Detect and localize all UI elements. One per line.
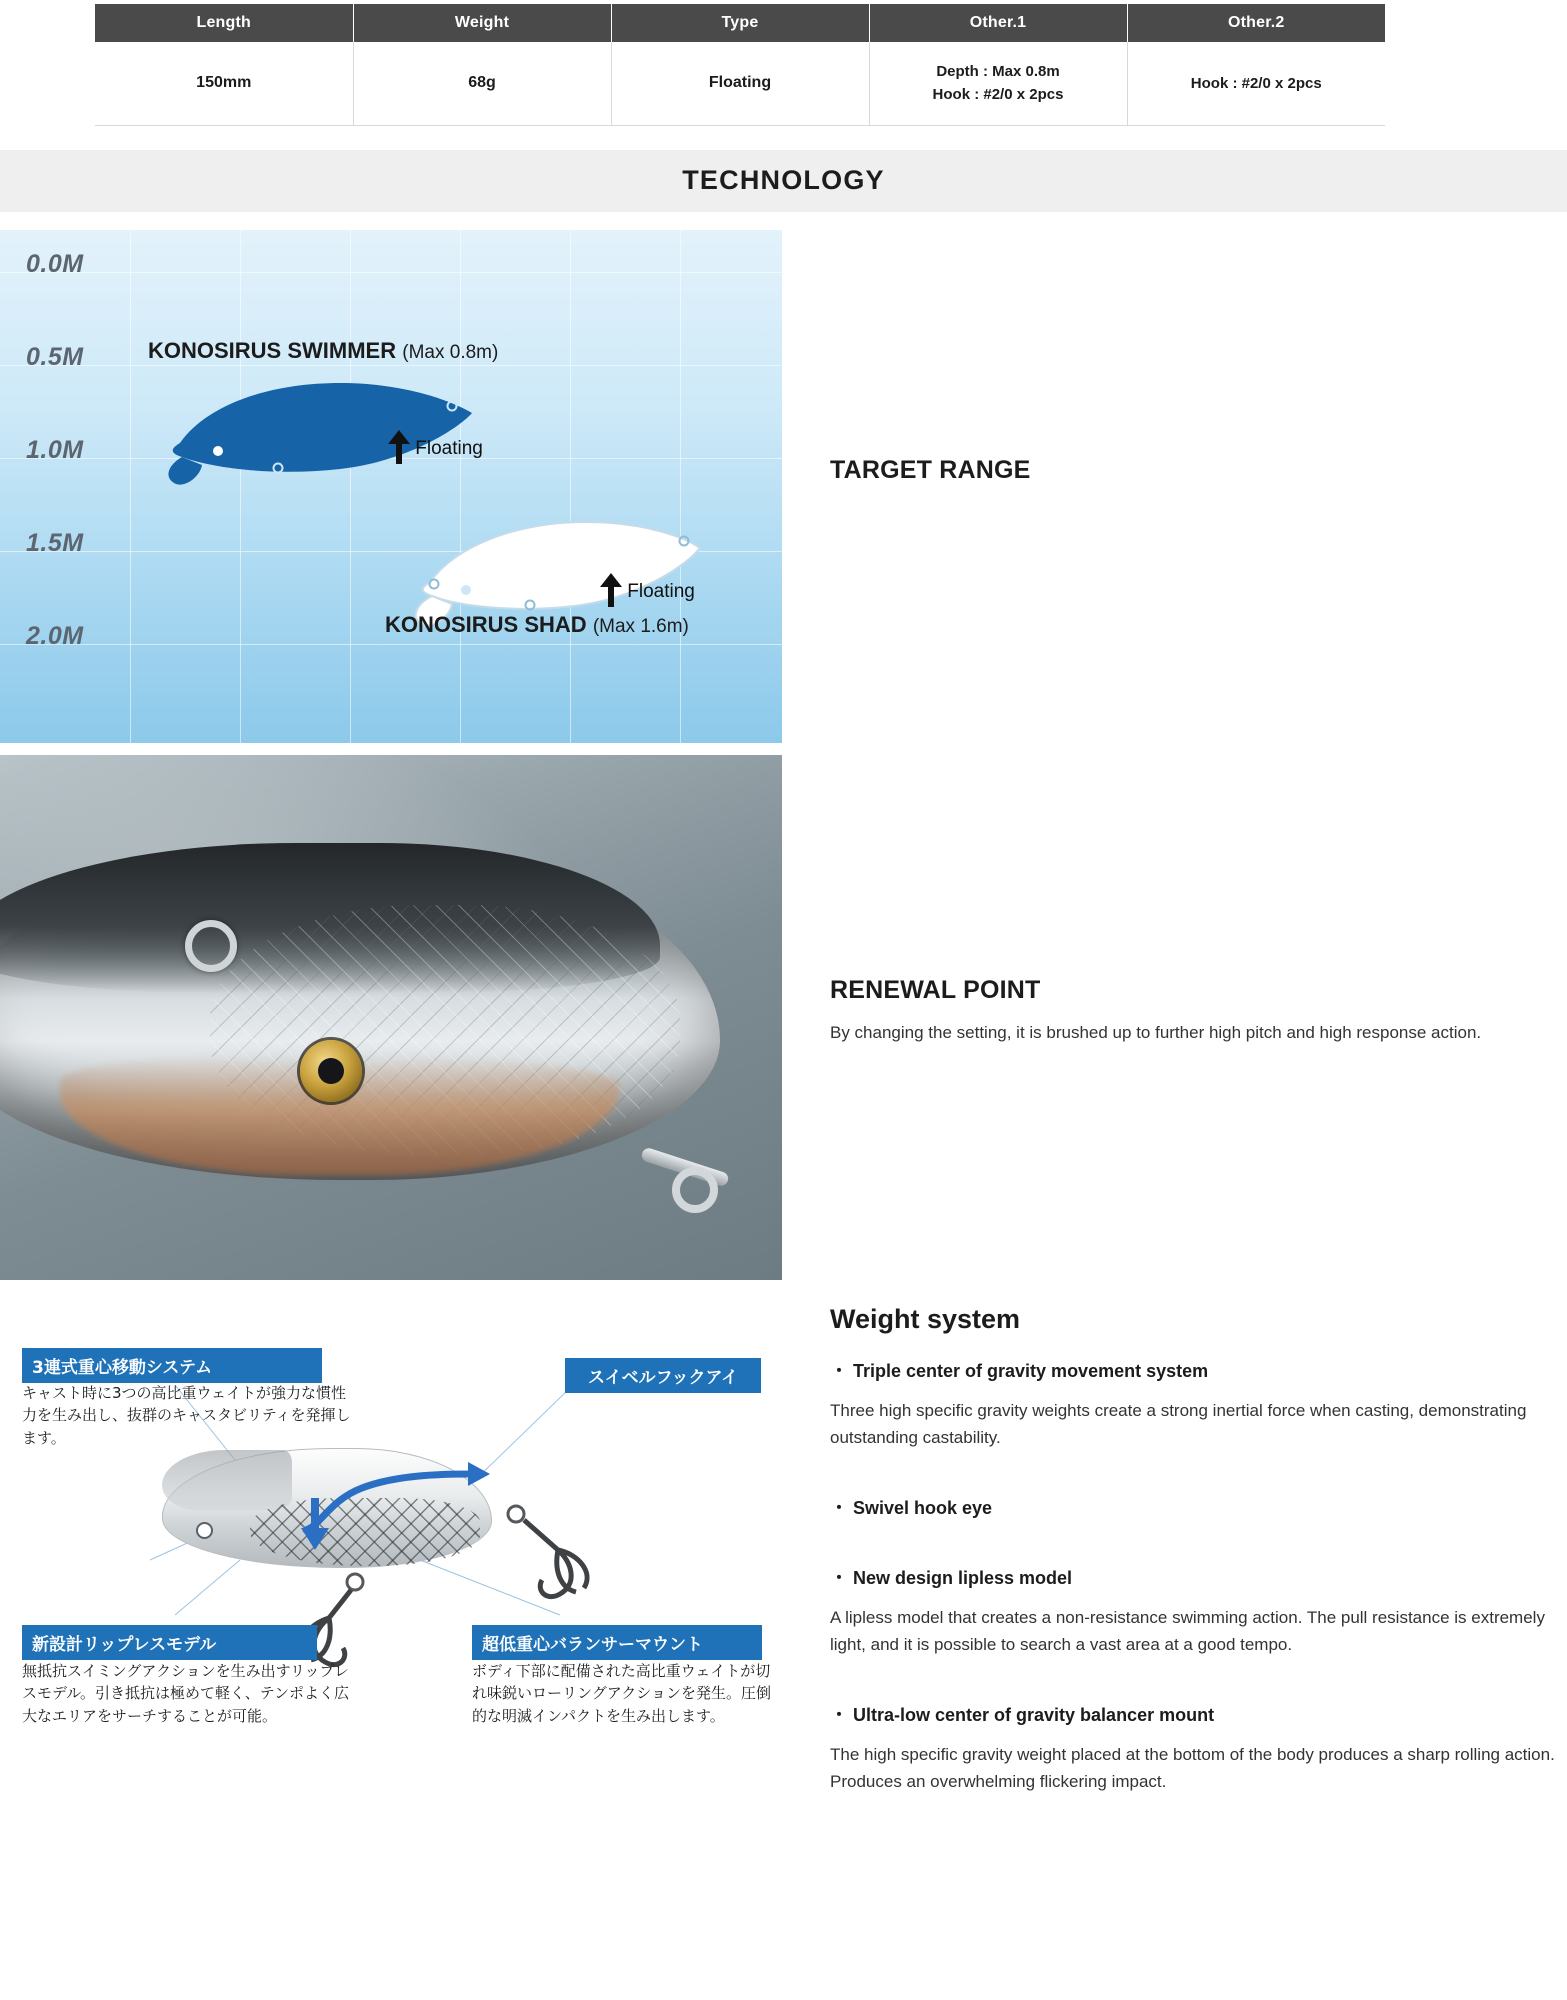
grid-line-h [0,644,782,645]
treble-hook-rear-icon [500,1502,610,1612]
ws-body-lipless-model: A lipless model that creates a non-resistance swimming action. The pull resistance is extremely light, and it is possible to search a vast area at a good tempo. [830,1607,1545,1655]
depth-chart [0,230,782,743]
diagram-lure-eye [196,1522,213,1539]
target-range-section [0,212,1567,743]
floating-label-swimmer: Floating [415,437,483,459]
grid-line-v [570,230,571,743]
spec-table-head [95,4,1385,42]
ws-head-triple-gravity: ・ Triple center of gravity movement system [830,1360,1209,1381]
target-range-figure [0,212,782,743]
weight-system-text [782,1280,1567,1838]
depth-label-2: 1.0M [26,435,84,464]
renewal-point-heading: RENEWAL POINT [830,975,1041,1004]
spec-header-length: Length [95,4,353,42]
spec-cell-other1-depth: Depth : Max 0.8m [936,63,1060,80]
arrow-up-icon [388,430,410,464]
ws-head-swivel-hook-eye: ・ Swivel hook eye [830,1497,993,1518]
floating-label-shad: Floating [627,580,695,602]
spec-cell-other2: Hook : #2/0 x 2pcs [1127,42,1385,125]
table-row [95,42,1385,125]
spec-header-type: Type [611,4,869,42]
diagram-text-triple-gravity: キャスト時に3つの高比重ウェイトが強力な慣性力を生み出し、抜群のキャスタビリティを発揮します。 [22,1383,351,1447]
renewal-point-body: By changing the setting, it is brushed up to further high pitch and high response action. [830,1022,1482,1042]
weight-system-figure [0,1280,782,1838]
spec-cell-other1 [869,42,1127,125]
diagram-tag-swivel-hook-eye: スイベルフックアイ [565,1358,761,1393]
ws-head-lipless-model: ・ New design lipless model [830,1567,1073,1588]
spec-cell-length: 150mm [95,42,353,125]
spec-header-other1: Other.1 [869,4,1127,42]
spacer [830,1520,1567,1564]
floating-indicator-swimmer [388,430,483,464]
ws-body-balancer-mount: The high specific gravity weight placed at the bottom of the body produces a sharp rolling action. Produces an overwhelming flickering impact. [830,1744,1555,1792]
floating-indicator-shad [600,573,695,607]
ws-head-balancer-mount: ・ Ultra-low center of gravity balancer mount [830,1704,1215,1725]
lure-name-swimmer: KONOSIRUS SWIMMER [148,337,397,363]
photo-line-eye [185,920,237,972]
ws-body-triple-gravity: Three high specific gravity weights create a strong inertial force when casting, demonstrating outstanding castability. [830,1400,1527,1448]
spec-header-other2: Other.2 [1127,4,1385,42]
diagram-tag-lipless-model: 新設計リップレスモデル [22,1625,317,1660]
lure-silhouette-swimmer [160,365,480,490]
spec-header-row [95,4,1385,42]
renewal-point-section [0,743,1567,1280]
depth-label-1: 0.5M [26,342,84,371]
lure-depth-shad: (Max 1.6m) [592,615,689,637]
weight-drop-arrow-icon [295,1498,335,1553]
weight-system-title: Weight system [830,1303,1021,1334]
depth-label-3: 1.5M [26,528,84,557]
renewal-point-photo-wrapper [0,743,782,1280]
diagram-text-lipless-model: 無抵抗スイミングアクションを生み出すリップレスモデル。引き抵抗は極めて軽く、テンポよく広大なエリアをサーチすることが可能。 [22,1661,350,1725]
spec-table [95,4,1385,126]
target-range-heading: TARGET RANGE [830,455,1031,484]
spec-table-body [95,42,1385,125]
weight-system-section [0,1280,1567,1838]
lure-label-swimmer [148,338,498,364]
photo-hook-ring [672,1167,718,1213]
spec-cell-type: Floating [611,42,869,125]
spec-header-weight: Weight [353,4,611,42]
technology-banner [0,150,1567,212]
depth-label-0: 0.0M [26,249,84,278]
technology-title: TECHNOLOGY [682,165,885,195]
target-range-text [782,212,1567,743]
weight-system-diagram [0,1310,782,1745]
grid-line-v [680,230,681,743]
arrow-up-icon [600,573,622,607]
diagram-text-balancer-mount: ボディ下部に配備された高比重ウェイトが切れ味鋭いローリングアクションを発生。圧倒的な明滅インパクトを生み出します。 [472,1661,771,1725]
spec-table-wrapper [0,0,1567,126]
lure-label-shad [385,612,689,638]
grid-line-v [130,230,131,743]
renewal-point-text [782,743,1567,1280]
grid-line-h [0,272,782,273]
lure-depth-swimmer: (Max 0.8m) [402,341,499,363]
diagram-tag-balancer-mount: 超低重心バランサーマウント [472,1625,762,1660]
spec-cell-other1-hook: Hook : #2/0 x 2pcs [932,86,1064,104]
diagram-lure-head [162,1450,292,1510]
lure-name-shad: KONOSIRUS SHAD [385,611,587,637]
depth-label-4: 2.0M [26,621,84,650]
diagram-tag-triple-gravity: 3連式重心移動システム [22,1348,322,1383]
spec-cell-weight: 68g [353,42,611,125]
product-photo [0,755,782,1280]
photo-lure-pupil [318,1058,344,1084]
